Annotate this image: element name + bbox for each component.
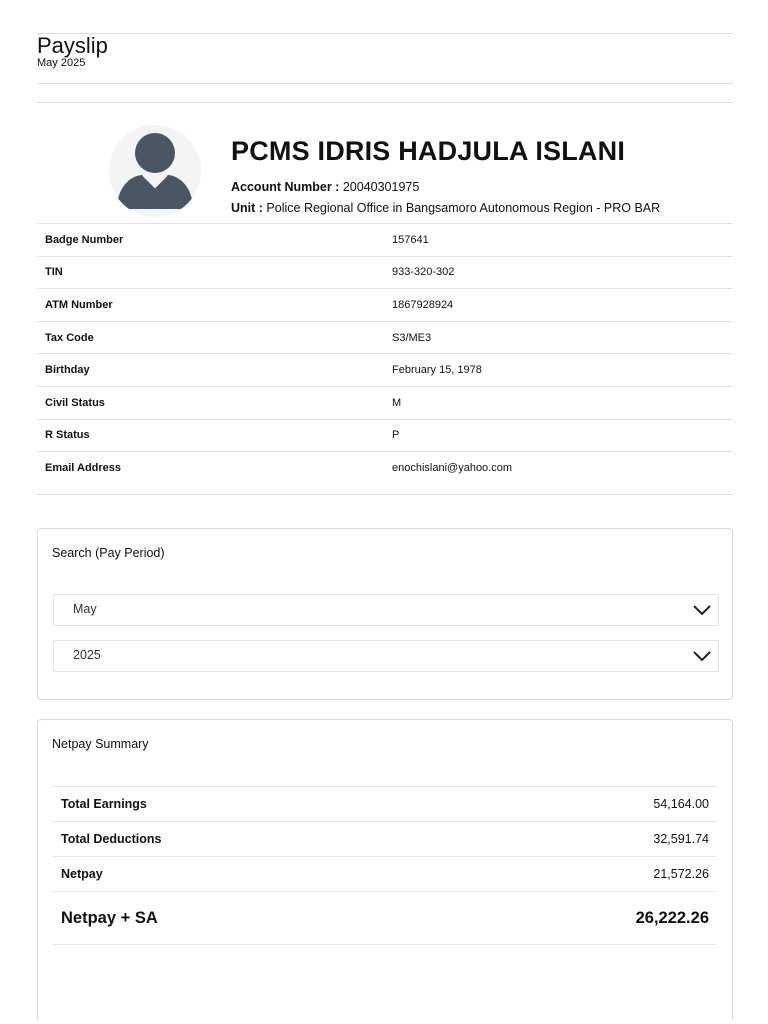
year-select-value: 2025 xyxy=(73,648,101,662)
table-row xyxy=(37,321,733,354)
unit-label: Unit : xyxy=(231,201,263,215)
chevron-down-icon xyxy=(692,647,712,665)
user-silhouette-icon xyxy=(109,125,201,217)
detail-label: Birthday xyxy=(37,354,384,387)
detail-value: S3/ME3 xyxy=(384,321,733,354)
detail-value: 933-320-302 xyxy=(384,256,733,289)
detail-label: Badge Number xyxy=(37,224,384,257)
netpay-row-value: 54,164.00 xyxy=(429,787,717,822)
account-number-line xyxy=(231,180,419,194)
detail-label: TIN xyxy=(37,256,384,289)
detail-label: Email Address xyxy=(37,452,384,484)
netpay-table xyxy=(53,786,717,945)
detail-value: 1867928924 xyxy=(384,289,733,322)
month-select-value: May xyxy=(73,602,97,616)
table-row xyxy=(37,224,733,257)
account-number-label: Account Number : xyxy=(231,180,340,194)
detail-label: Tax Code xyxy=(37,321,384,354)
table-row xyxy=(37,354,733,387)
detail-value: M xyxy=(384,386,733,419)
month-select[interactable] xyxy=(53,594,719,626)
detail-label: R Status xyxy=(37,419,384,452)
table-row xyxy=(53,822,717,857)
table-row-total xyxy=(53,892,717,945)
search-card xyxy=(37,528,733,700)
table-row xyxy=(53,857,717,892)
profile-top-divider xyxy=(37,102,733,103)
detail-value: enochislani@yahoo.com xyxy=(384,452,733,484)
table-row xyxy=(37,386,733,419)
page-subtitle: May 2025 xyxy=(37,57,86,69)
netpay-total-value: 26,222.26 xyxy=(429,892,717,945)
account-number-value: 20040301975 xyxy=(342,180,420,194)
table-row xyxy=(37,419,733,452)
netpay-row-label: Total Earnings xyxy=(53,787,429,822)
table-row xyxy=(37,289,733,322)
netpay-row-value: 21,572.26 xyxy=(429,857,717,892)
netpay-row-label: Total Deductions xyxy=(53,822,429,857)
table-row xyxy=(53,787,717,822)
netpay-summary-card xyxy=(37,719,733,1020)
page-title: Payslip xyxy=(37,33,108,58)
unit-line xyxy=(231,201,660,215)
year-select[interactable] xyxy=(53,640,719,672)
detail-value: P xyxy=(384,419,733,452)
table-row xyxy=(37,452,733,484)
employee-details-table xyxy=(37,223,733,484)
details-bottom-divider xyxy=(37,494,733,495)
netpay-row-value: 32,591.74 xyxy=(429,822,717,857)
unit-value: Police Regional Office in Bangsamoro Autonomous Region - PRO BAR xyxy=(266,201,661,215)
detail-label: Civil Status xyxy=(37,386,384,419)
detail-value: February 15, 1978 xyxy=(384,354,733,387)
chevron-down-icon xyxy=(692,601,712,619)
detail-value: 157641 xyxy=(384,224,733,257)
employee-name: PCMS IDRIS HADJULA ISLANI xyxy=(231,136,626,166)
top-divider xyxy=(37,33,733,34)
netpay-total-label: Netpay + SA xyxy=(53,892,429,945)
header-divider xyxy=(37,83,733,84)
avatar xyxy=(109,125,201,217)
table-row xyxy=(37,256,733,289)
search-card-title: Search (Pay Period) xyxy=(52,546,165,560)
netpay-row-label: Netpay xyxy=(53,857,429,892)
netpay-card-title: Netpay Summary xyxy=(52,737,149,751)
detail-label: ATM Number xyxy=(37,289,384,322)
